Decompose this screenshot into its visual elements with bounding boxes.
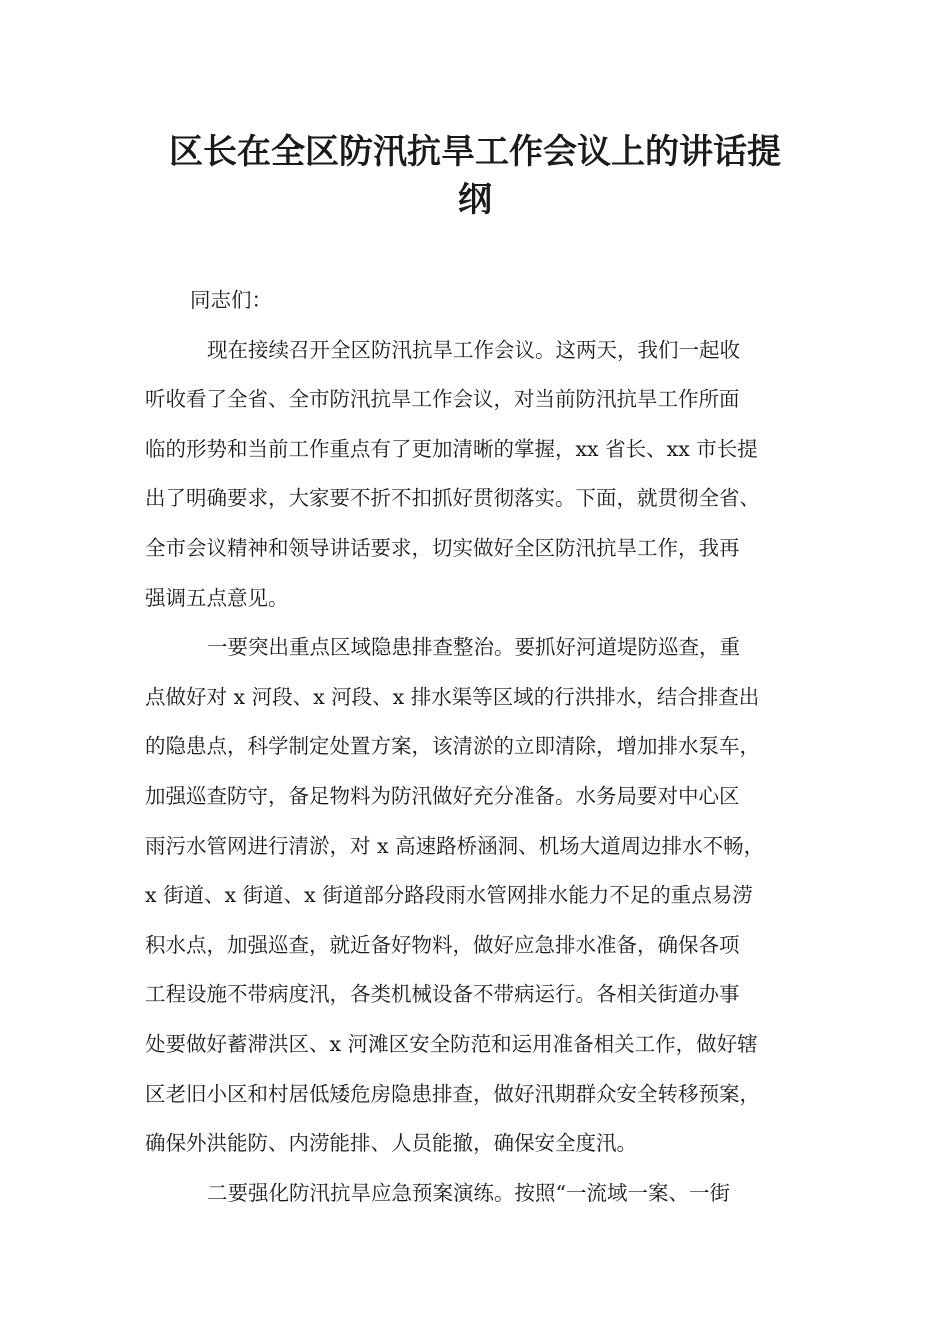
paragraph-line: 处要做好蓄滞洪区、x 河滩区安全防范和运用准备相关工作，做好辖 <box>145 1031 758 1056</box>
paragraph-line: 积水点，加强巡查，就近备好物料，做好应急排水准备，确保各项 <box>145 932 740 957</box>
paragraph-line: 出了明确要求，大家要不折不扣抓好贯彻落实。下面，就贯彻全省、 <box>145 486 760 511</box>
paragraph-line: 区老旧小区和村居低矮危房隐患排查，做好汛期群众安全转移预案， <box>145 1081 760 1106</box>
paragraph-line: x 街道、x 街道、x 街道部分路段雨水管网排水能力不足的重点易涝 <box>145 883 753 908</box>
paragraph-line: 确保外洪能防、内涝能排、人员能撤，确保安全度汛。 <box>145 1131 637 1156</box>
paragraph-line: 二要强化防汛抗旱应急预案演练。按照“一流域一案、一街 <box>207 1180 730 1205</box>
document-title <box>120 128 830 224</box>
paragraph-line: 听收看了全省、全市防汛抗旱工作会议，对当前防汛抗旱工作所面 <box>145 387 740 412</box>
title-line-1: 区长在全区防汛抗旱工作会议上的讲话提 <box>169 132 781 172</box>
paragraph-line: 加强巡查防守，备足物料为防汛做好充分准备。水务局要对中心区 <box>145 783 740 808</box>
paragraph-line: 全市会议精神和领导讲话要求，切实做好全区防汛抗旱工作，我再 <box>145 535 740 560</box>
title-line-2: 纲 <box>458 180 492 220</box>
paragraph-line: 现在接续召开全区防汛抗旱工作会议。这两天，我们一起收 <box>207 337 740 362</box>
paragraph-line: 点做好对 x 河段、x 河段、x 排水渠等区域的行洪排水，结合排查出 <box>145 684 760 709</box>
paragraph-line: 工程设施不带病度汛，各类机械设备不带病运行。各相关街道办事 <box>145 982 740 1007</box>
paragraph-line: 雨污水管网进行清淤，对 x 高速路桥涵洞、机场大道周边排水不畅， <box>145 833 765 858</box>
document-body <box>145 276 820 1218</box>
paragraph-line: 的隐患点，科学制定处置方案，该清淤的立即清除，增加排水泵车， <box>145 734 760 759</box>
paragraph-line: 强调五点意见。 <box>145 585 289 610</box>
greeting: 同志们： <box>190 288 272 312</box>
paragraph-line: 一要突出重点区域隐患排查整治。要抓好河道堤防巡查，重 <box>207 635 740 660</box>
paragraph-line: 临的形势和当前工作重点有了更加清晰的掌握，xx 省长、xx 市长提 <box>145 436 758 461</box>
